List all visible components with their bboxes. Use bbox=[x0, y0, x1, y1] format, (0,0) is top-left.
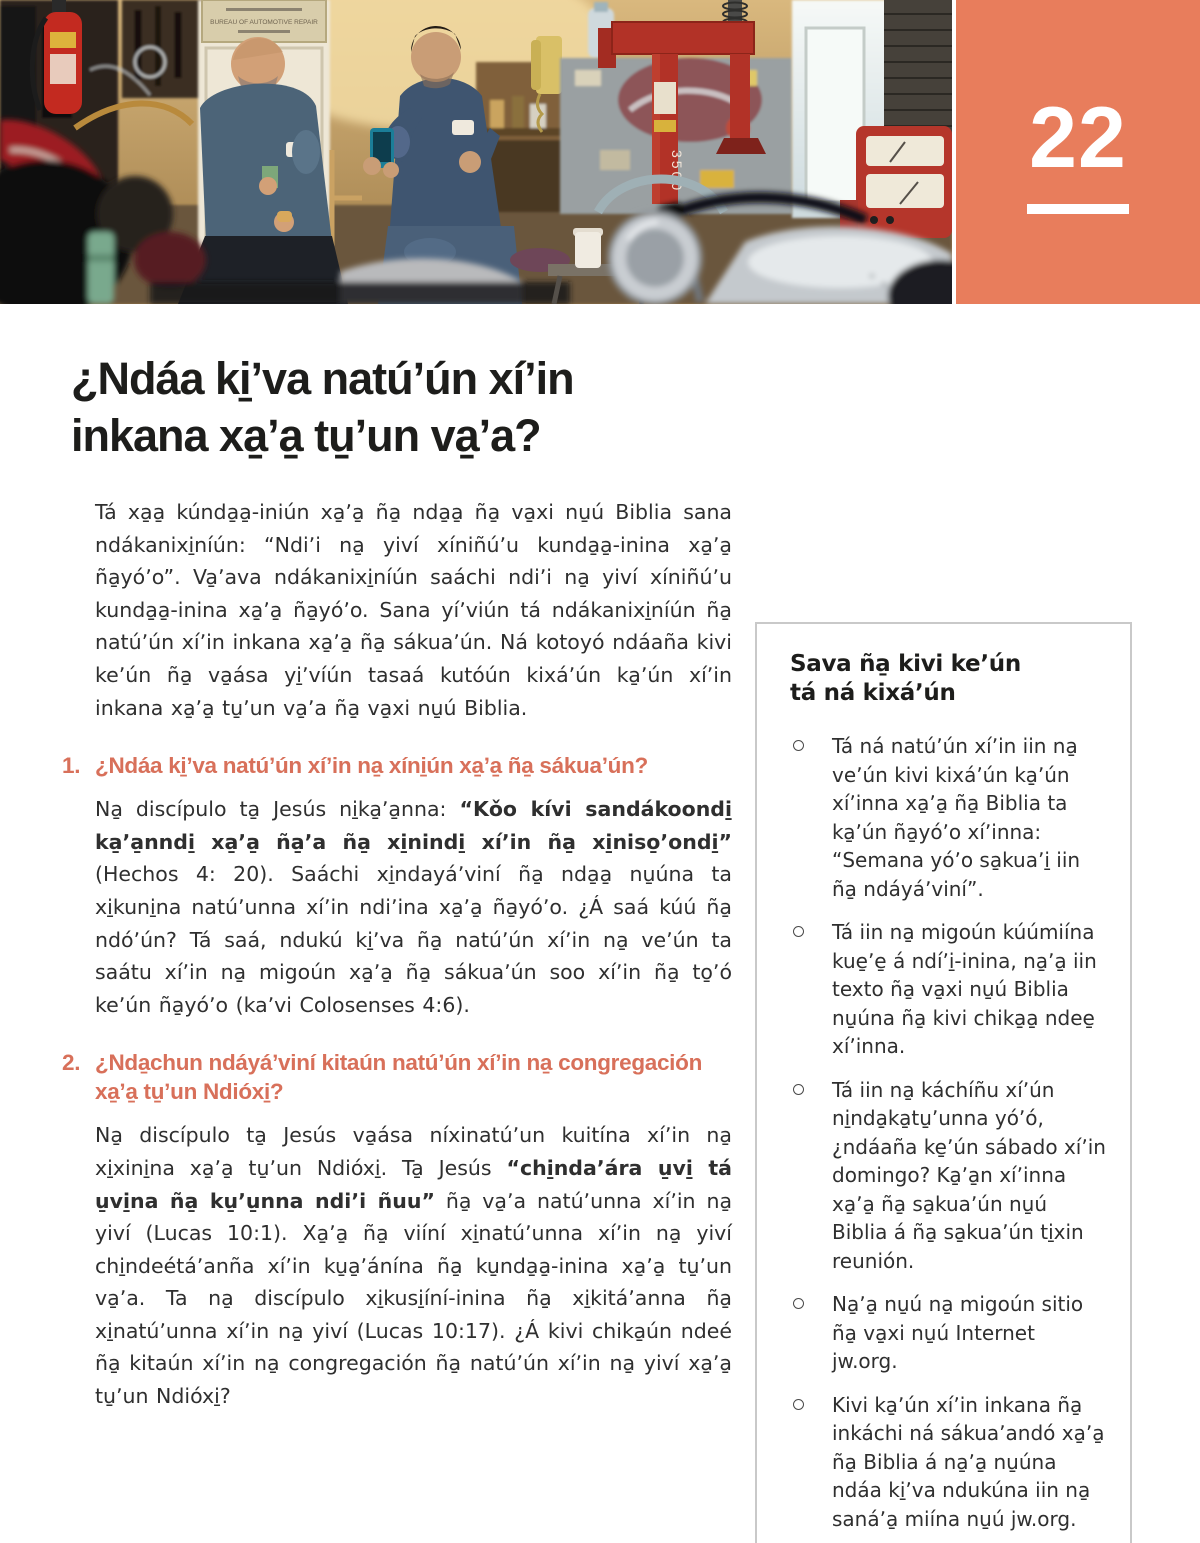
question-2-heading bbox=[62, 1048, 732, 1106]
sidebar-title-line2: tá ná kixáʼún bbox=[790, 680, 956, 706]
sidebar-bullet-item: Tá iin na̱ káchíñu xíʼún ni̱nda̱ka̱tu̱ʼunna yóʼó, ¿ndáaña ke̱ʼún sábado xíʼin domingo? Ka̱ʼa̱n xíʼinna xa̱ʼa̱ ña̱ sa̱kuaʼún nu̱ú Biblia á ña̱ sa̱kuaʼún ti̱xin reunión. bbox=[790, 1076, 1106, 1276]
question-1-paragraph: Na̱ discípulo ta̱ Jesús ni̱ka̱ʼa̱nna: “Kǒo kívi sandákoondi̱ ka̱ʼa̱nndi̱ xa̱ʼa̱ ña̱ʼa ña̱ xi̱nindi̱ xíʼin ña̱ xi̱niso̱ʼondi̱” (Hechos 4: 20). Saáchi xi̱ndayáʼviní ña̱ nda̱a̱ nu̱úna ta xi̱kuni̱na natúʼunna xíʼin ndiʼina xa̱ʼa̱ ña̱yóʼo. ¿Á saá kúú ña̱ ndóʼún? Tá saá, ndukú ki̱ʼva ña̱ natúʼún xíʼin na̱ veʼún ta saátu xíʼin na̱ migoún xa̱ʼa̱ ña̱ sákuaʼún soo xíʼin ña̱ to̱ʼó keʼún ña̱yóʼo (kaʼvi Colosenses 4:6). bbox=[95, 797, 732, 1017]
lesson-number: 22 bbox=[1029, 90, 1127, 186]
main-text-column bbox=[62, 496, 732, 1413]
question-1-heading bbox=[62, 751, 732, 780]
sidebar-bullet-item: Tá ná natúʼún xíʼin iin na̱ veʼún kivi kixáʼún ka̱ʼún xíʼinna xa̱ʼa̱ ña̱ Biblia ta ka̱ʼún ña̱yóʼo xíʼinna: “Semana yóʼo sa̱kuaʼi̱ iin ña̱ ndáyáʼviní”. bbox=[790, 732, 1106, 903]
question-1-number: 1. bbox=[62, 753, 81, 779]
sidebar-box bbox=[755, 622, 1132, 1543]
sidebar-bullet-item: Tá iin na̱ migoún kúúmiína kue̱ʼe̱ á ndíʼi̱-inina, na̱ʼa̱ iin texto ña̱ va̱xi nu̱ú Biblia nu̱úna ña̱ kivi chika̱a̱ ndee̱ xíʼinna. bbox=[790, 918, 1106, 1061]
sidebar-bullet-list bbox=[790, 732, 1106, 1533]
page-title-line2: inkana xa̱ʼa̱ tu̱ʼun va̱ʼa? bbox=[71, 410, 541, 461]
page-title-line1: ¿Ndáa ki̱ʼva natúʼún xíʼin bbox=[71, 353, 574, 404]
thermos bbox=[88, 232, 114, 304]
garage-photo-illustration bbox=[0, 0, 952, 304]
question-2-text: ¿Nda̱chun ndáyáʼviní kitaún natúʼún xíʼin na̱ congregación xa̱ʼa̱ tu̱ʼun Ndióxi̱? bbox=[95, 1050, 703, 1105]
sidebar-title-line1: Sava ña̱ kivi keʼún bbox=[790, 651, 1021, 677]
sidebar-bullet-item: Kivi ka̱ʼún xíʼin inkana ña̱ inkáchi ná sákuaʼandó xa̱ʼa̱ ña̱ Biblia á na̱ʼa̱ nu̱úna ndáa ki̱ʼva ndukúna iin na̱ sanáʼa̱ miína nu̱ú jw.org. bbox=[790, 1391, 1106, 1534]
coffee-cup bbox=[575, 232, 601, 268]
sidebar-bullet-item: Na̱ʼa̱ nu̱ú na̱ migoún sitio ña̱ va̱xi nu̱ú Internet jw.org. bbox=[790, 1290, 1106, 1376]
window-blinds bbox=[884, 0, 952, 140]
question-2-paragraph: Na̱ discípulo ta̱ Jesús va̱ása níxinatúʼun kuitína xíʼin na̱ xi̱xini̱na xa̱ʼa̱ tu̱ʼun Ndióxi̱. Ta̱ Jesús “chi̱ndaʼára u̱vi̱ tá u̱vi̱na ña̱ ku̱ʼu̱nna ndiʼi ñuu” ña̱ va̱ʼa natúʼunna xíʼin na̱ yiví (Lucas 10:1). Xa̱ʼa̱ ña̱ viíní xi̱natúʼunna xíʼin na̱ yiví chi̱ndeétáʼanña xíʼin ku̱a̱ʼánína ña̱ ku̱nda̱a̱-inina xa̱ʼa̱ tu̱ʼun va̱ʼa. Ta na̱ discípulo xi̱kusi̱íní-inina ña̱ xi̱kitáʼanna ña̱ xi̱natúʼunna xíʼin na̱ yiví (Lucas 10:17). ¿Á kivi chika̱ún ndeé ña̱ kitaún xíʼin na̱ congregación ña̱ natúʼún xíʼin na̱ yiví xa̱ʼa̱ tu̱ʼun Ndióxi̱? bbox=[95, 1123, 733, 1409]
helmet-maroon bbox=[134, 232, 206, 288]
garage-photo bbox=[0, 0, 952, 304]
lift-model-number: 3500 bbox=[669, 150, 685, 194]
repair-sign-text: BUREAU OF AUTOMOTIVE REPAIR bbox=[210, 19, 318, 26]
lesson-number-badge bbox=[956, 0, 1200, 304]
question-1-text: ¿Ndáa ki̱ʼva natúʼún xíʼin na̱ xíni̱ún xa̱ʼa̱ ña̱ sákuaʼún? bbox=[95, 753, 648, 779]
question-2-number: 2. bbox=[62, 1050, 81, 1076]
intro-paragraph: Tá xa̱a̱ kúnda̱a̱-iniún xa̱ʼa̱ ña̱ nda̱a̱ ña̱ va̱xi nu̱ú Biblia sana ndákanixi̱níún: “Ndiʼi na̱ yiví xíniñúʼu kunda̱a̱-inina xa̱ʼa̱ ña̱yóʼo”. Va̱ʼava ndákanixi̱níún saáchi ndiʼi na̱ yiví xíniñúʼu kunda̱a̱-inina xa̱ʼa̱ ña̱yóʼo. Sana yíʼviún tá ndákanixi̱níún ña̱ natúʼún xíʼin inkana xa̱ʼa̱ ña̱ sákuaʼún. Ná kotoyó ndáaña kivi keʼún ña̱ va̱ása yi̱ʼvíún tasaá kutóún kixáʼún ka̱ʼún xíʼin inkana xa̱ʼa̱ tu̱ʼun va̱ʼa ña̱ va̱xi nu̱ú Biblia. bbox=[95, 500, 732, 720]
page-title bbox=[71, 350, 751, 464]
lesson-number-underline bbox=[1027, 204, 1129, 214]
sidebar-title bbox=[790, 650, 1106, 708]
